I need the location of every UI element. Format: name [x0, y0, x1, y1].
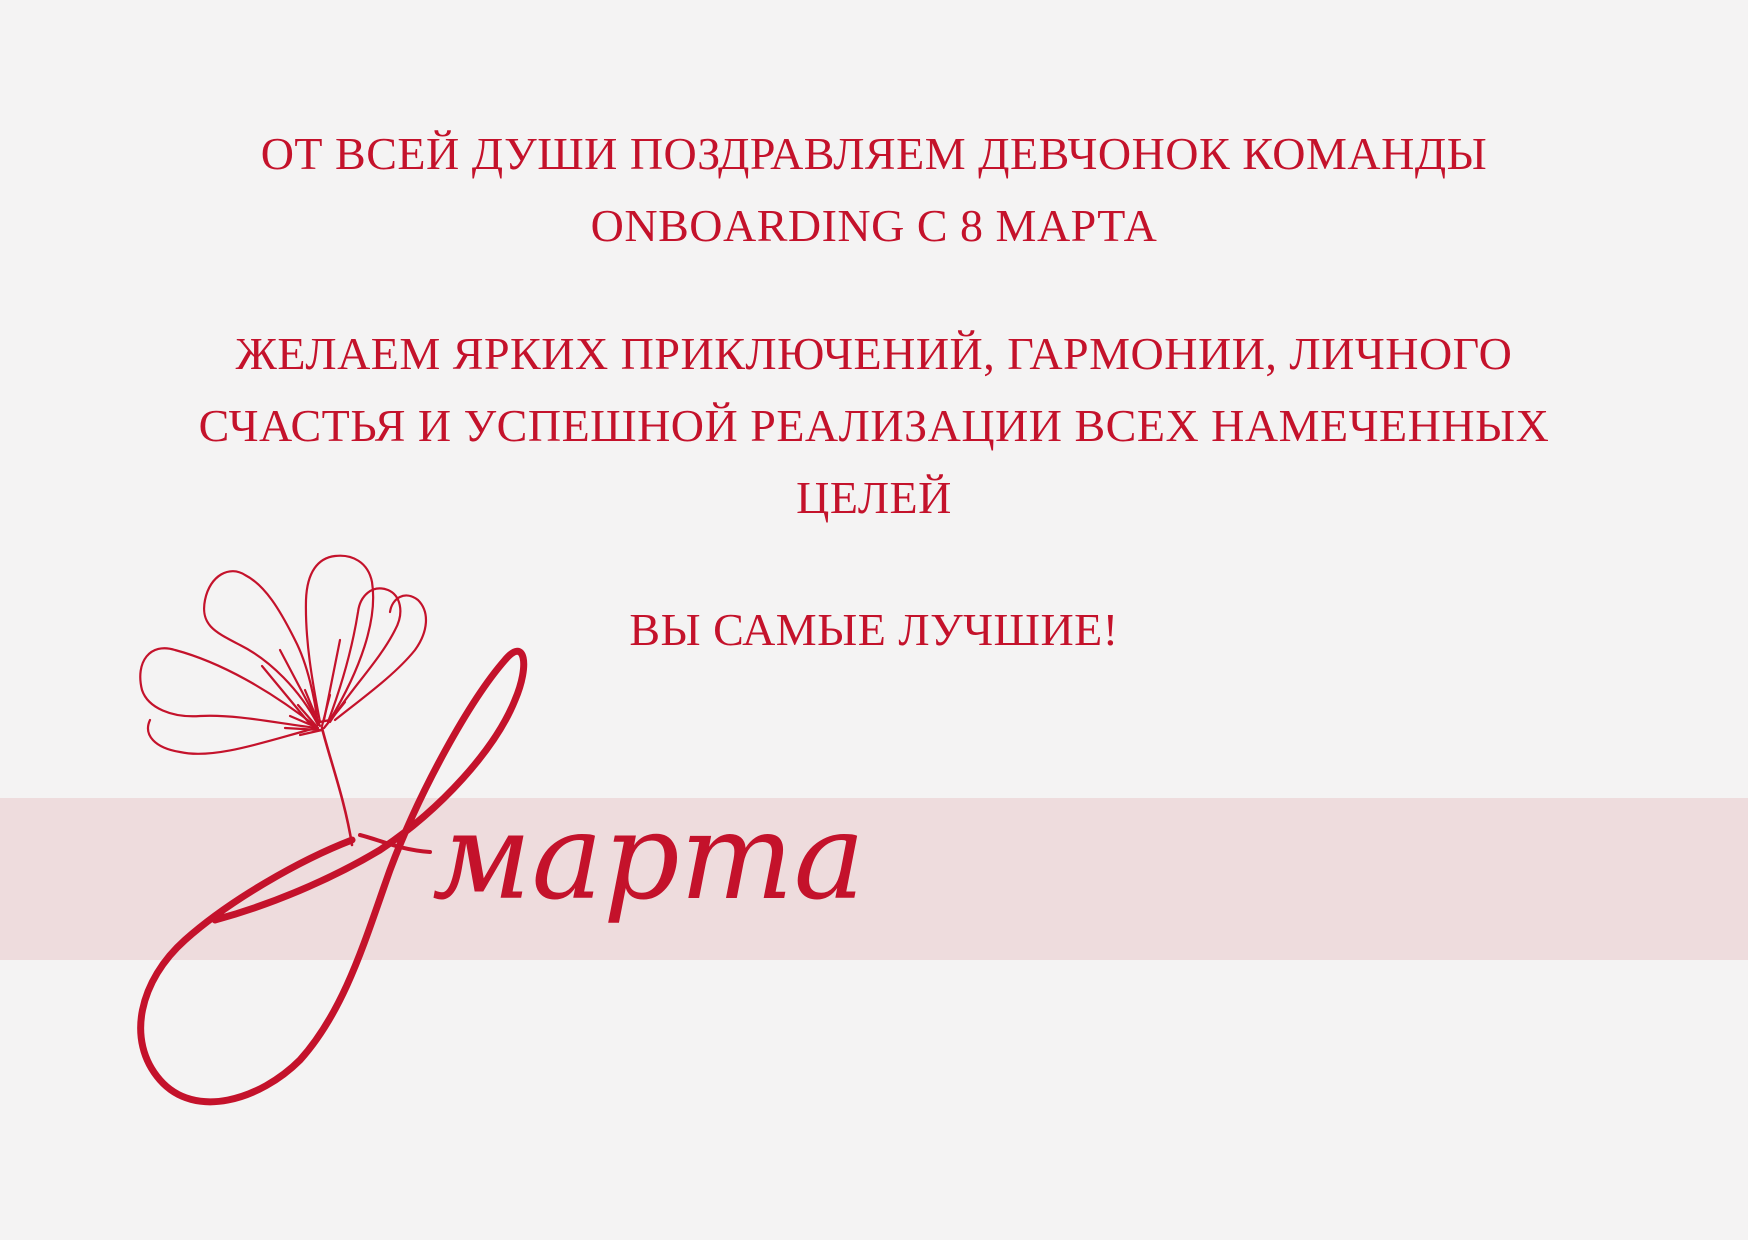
wishes-message — [100, 318, 1648, 534]
wishes-line-2: СЧАСТЬЯ И УСПЕШНОЙ РЕАЛИЗАЦИИ ВСЕХ НАМЕЧЕННЫХ — [198, 400, 1550, 451]
wishes-line-3: ЦЕЛЕЙ — [796, 472, 952, 523]
marta-lettering: марта — [432, 788, 866, 927]
greeting-line-2: ONBOARDING С 8 МАРТА — [590, 200, 1158, 251]
greeting-line-1: ОТ ВСЕЙ ДУШИ ПОЗДРАВЛЯЕМ ДЕВЧОНОК КОМАНДЫ — [260, 128, 1488, 179]
greeting-message — [100, 118, 1648, 262]
wishes-line-1: ЖЕЛАЕМ ЯРКИХ ПРИКЛЮЧЕНИЙ, ГАРМОНИИ, ЛИЧНОГО — [235, 328, 1513, 379]
closing-message — [100, 594, 1648, 666]
closing-line: ВЫ САМЫЕ ЛУЧШИЕ! — [629, 604, 1119, 655]
pink-band — [0, 798, 1748, 960]
